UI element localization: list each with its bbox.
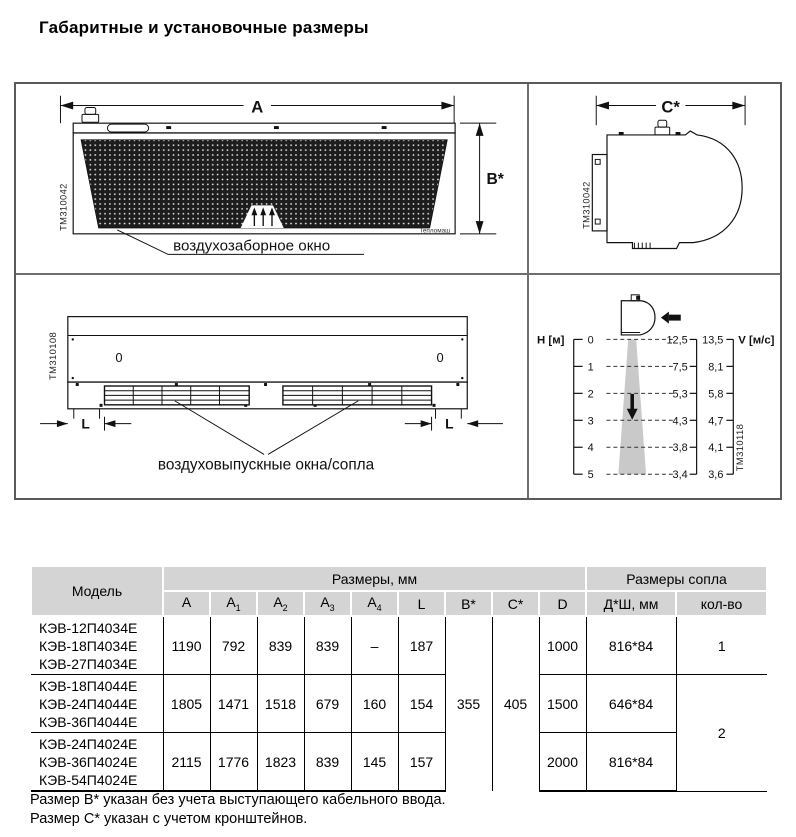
value-cell: 839: [304, 733, 351, 792]
front-view-drawing: [16, 84, 527, 273]
dim-b-label: B*: [486, 170, 504, 188]
value-cell: 1776: [210, 733, 257, 792]
h-tick: 1: [587, 361, 594, 374]
value-cell: 154: [398, 675, 445, 733]
value-cell: 187: [398, 616, 445, 675]
value-cell: 160: [351, 675, 398, 733]
col-header-c: C*: [492, 591, 539, 616]
value-cell: 157: [398, 733, 445, 792]
v2-tick: 13,5: [702, 334, 724, 347]
v2-tick: 3,6: [708, 469, 724, 482]
h-tick: 5: [587, 469, 594, 482]
unit-profile: [607, 131, 742, 249]
jet-velocity-chart: [529, 275, 780, 498]
dim-l-right-label: L: [445, 415, 454, 432]
col-header-a1: $А_1$: [210, 591, 257, 616]
h-tick: 2: [587, 388, 594, 401]
airflow-up-arrows-icon: [251, 207, 275, 226]
table-row: [31, 733, 767, 792]
value-cell: 816*84: [586, 733, 676, 792]
v1-tick: 3,4: [672, 469, 688, 482]
cable-gland-icon: [655, 120, 670, 135]
col-header-d: D: [539, 591, 586, 616]
dimensions-table: [30, 565, 768, 792]
col-group-dimensions: Размеры, мм: [163, 566, 586, 591]
dim-c-label: C*: [661, 97, 680, 117]
footnote-c: Размер C* указан с учетом кронштейнов.: [30, 811, 308, 827]
table-row: [31, 675, 767, 733]
value-cell-b: 355: [445, 616, 492, 791]
table-row: [31, 616, 767, 675]
value-cell: 1471: [210, 675, 257, 733]
air-curtain-unit-icon: [621, 295, 655, 335]
value-cell: –: [351, 616, 398, 675]
value-cell: 839: [257, 616, 304, 675]
value-cell: 1805: [163, 675, 210, 733]
value-cell: 2115: [163, 733, 210, 792]
page-title-text: Габаритные и установочные размеры: [39, 18, 369, 37]
model-cell: КЭВ-18П4044Е КЭВ-24П4044Е КЭВ-36П4044Е: [31, 675, 163, 733]
v1-tick: 12,5: [666, 334, 688, 347]
drawings-panel: [14, 82, 782, 500]
value-cell: 1190: [163, 616, 210, 675]
value-cell: 1: [676, 616, 767, 675]
v2-tick: 8,1: [708, 361, 724, 374]
jet-chart-quadrant: [529, 275, 780, 498]
footnote-b: Размер B* указан без учета выступающего кабельного ввода.: [30, 792, 446, 808]
value-cell: 2000: [539, 733, 586, 792]
v1-tick: 3,8: [672, 442, 688, 455]
page-title: [30, 13, 374, 43]
drawing-stamp: TM310108: [46, 331, 58, 381]
col-header-l: L: [398, 591, 445, 616]
outlet-windows-callout: воздуховыпускные окна/сопла: [157, 456, 375, 474]
value-cell-c: 405: [492, 616, 539, 791]
h-tick: 4: [587, 442, 594, 455]
intake-window-callout: воздухозаборное окно: [173, 237, 331, 255]
dim-l-left-label: L: [81, 415, 90, 432]
value-cell: 646*84: [586, 675, 676, 733]
v1-tick: 7,5: [672, 361, 688, 374]
bottom-view-quadrant: [16, 275, 529, 498]
drawing-stamp: TM310042: [58, 183, 69, 231]
intake-direction-arrow-icon: [661, 312, 681, 324]
v2-tick: 4,7: [708, 415, 724, 428]
h-axis-label: H [м]: [537, 334, 565, 347]
col-header-nozzle-size: Д*Ш, мм: [586, 591, 676, 616]
col-header-a: А: [163, 591, 210, 616]
drawing-stamp: TM310118: [734, 423, 746, 472]
col-header-nozzle-count: кол-во: [676, 591, 767, 616]
v1-tick: 4,3: [672, 415, 688, 428]
value-cell: 145: [351, 733, 398, 792]
value-cell: 2: [676, 675, 767, 792]
footnotes: [30, 791, 446, 829]
value-cell: 816*84: [586, 616, 676, 675]
side-view-quadrant: [529, 84, 780, 275]
v-axis-label: V [м/с]: [738, 334, 775, 347]
side-view-drawing: [529, 84, 780, 273]
cable-gland-icon: [82, 108, 99, 123]
value-cell: 839: [304, 616, 351, 675]
h-tick: 3: [587, 415, 594, 428]
col-header-a2: $А_2$: [257, 591, 304, 616]
hole-mark-left: 0: [115, 350, 123, 366]
value-cell: 679: [304, 675, 351, 733]
brand-logo-text: Тепломаш: [419, 227, 451, 235]
col-header-b: B*: [445, 591, 492, 616]
dim-a-label: A: [251, 97, 264, 117]
col-header-a3: $А_3$: [304, 591, 351, 616]
model-cell: КЭВ-24П4024Е КЭВ-36П4024Е КЭВ-54П4024Е: [31, 733, 163, 792]
h-tick: 0: [587, 334, 594, 347]
v2-tick: 5,8: [708, 388, 724, 401]
front-view-quadrant: [16, 84, 529, 275]
bottom-view-drawing: [16, 275, 527, 498]
v1-tick: 5,3: [672, 388, 688, 401]
v2-tick: 4,1: [708, 442, 724, 455]
col-header-model: Модель: [31, 566, 163, 616]
value-cell: 1823: [257, 733, 304, 792]
value-cell: 1000: [539, 616, 586, 675]
model-cell: КЭВ-12П4034Е КЭВ-18П4034Е КЭВ-27П4034Е: [31, 616, 163, 675]
drawing-stamp: TM310042: [581, 181, 592, 229]
value-cell: 1518: [257, 675, 304, 733]
value-cell: 792: [210, 616, 257, 675]
col-group-nozzle: Размеры сопла: [586, 566, 767, 591]
value-cell: 1500: [539, 675, 586, 733]
serration: [634, 243, 650, 249]
col-header-a4: $А_4$: [351, 591, 398, 616]
hole-mark-right: 0: [436, 350, 444, 366]
